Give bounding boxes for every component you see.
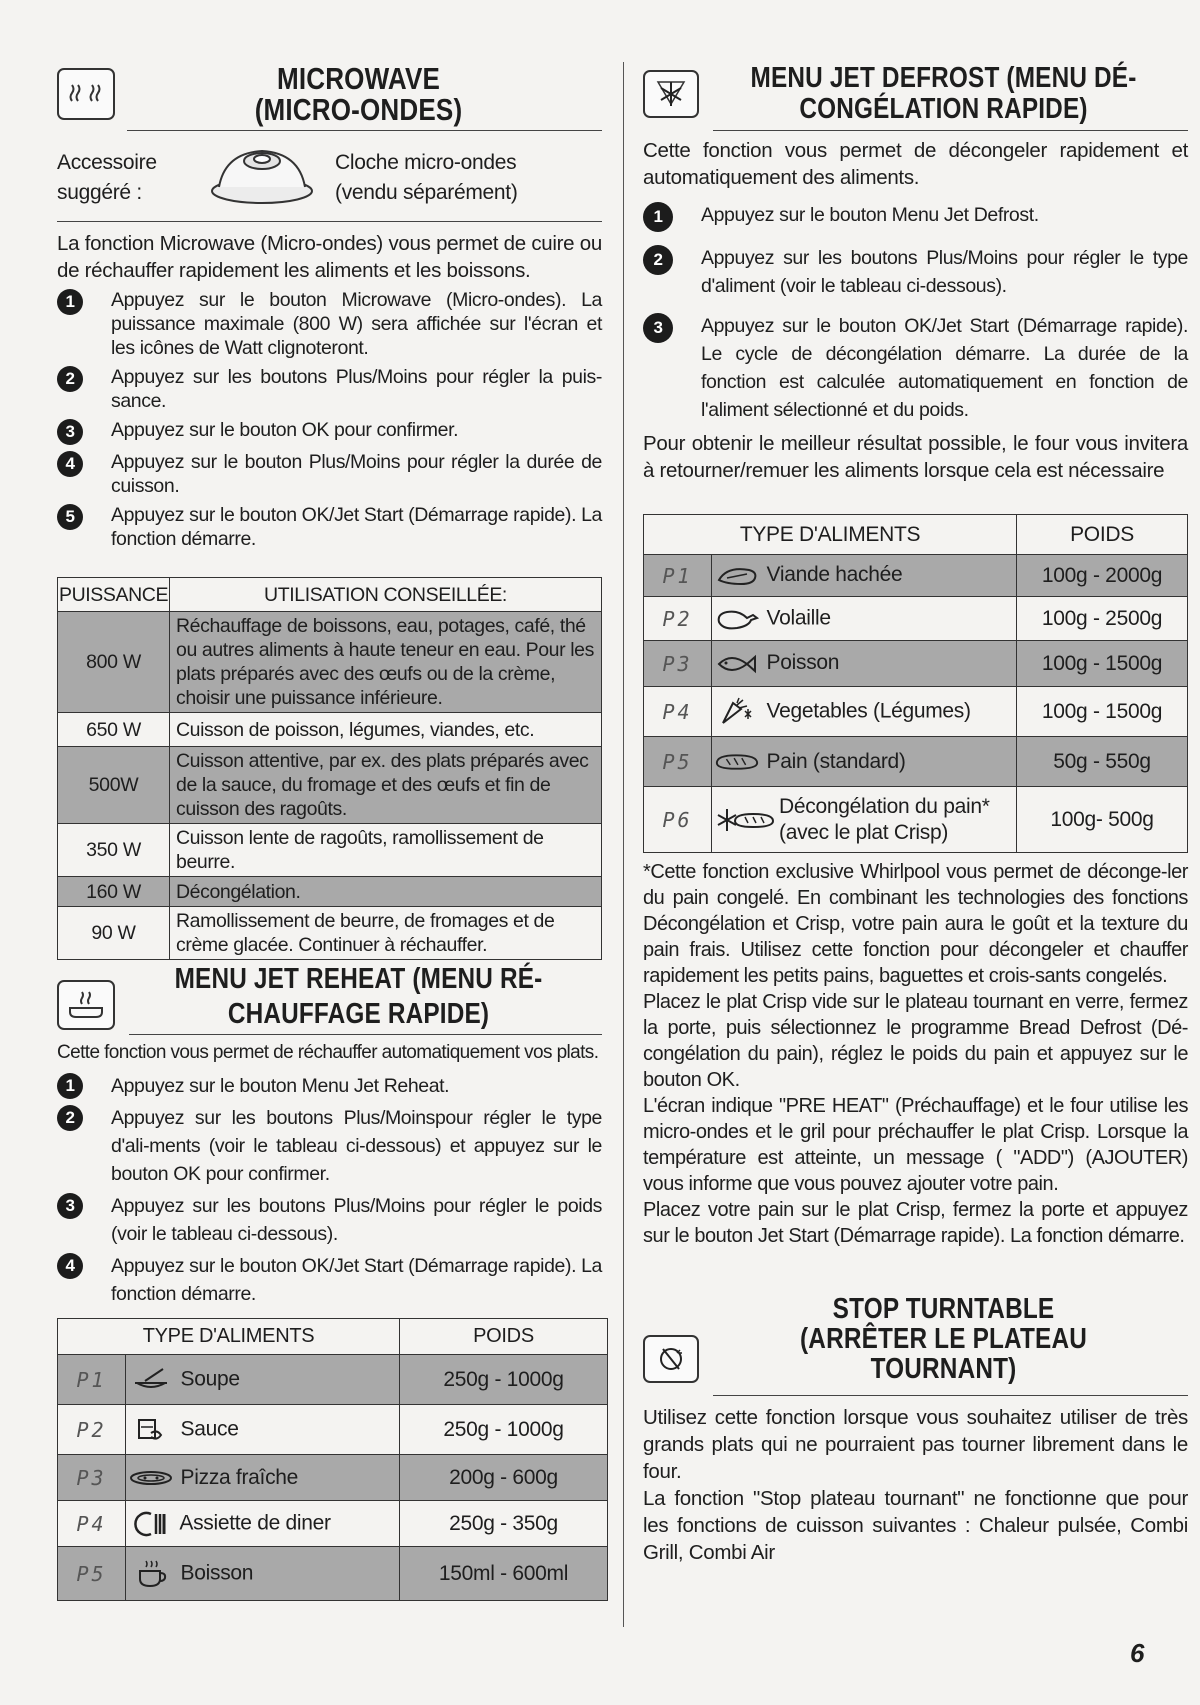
- weight-range: 250g - 1000g: [400, 1405, 608, 1455]
- power-header: PUISSANCE: [58, 578, 170, 612]
- defrost-table-header: [644, 515, 1188, 555]
- microwave-step: [57, 503, 602, 551]
- food-cell: [712, 641, 1017, 687]
- step-text: Appuyez sur le bouton OK/Jet Start (Démarrage rapide). Le cycle de décongélation démarre. La durée de la fonction est calculée automatiquement en fonction de l'aliment sélectionné et du poids.: [701, 315, 1188, 421]
- weight-range: 200g - 600g: [400, 1455, 608, 1501]
- food-cell: [126, 1547, 400, 1601]
- program-code: P4: [644, 687, 712, 737]
- defrost-title-line-1: MENU JET DEFROST (MENU DÉ-: [750, 62, 1137, 94]
- sauce-icon: [127, 1417, 175, 1443]
- program-code: P2: [58, 1405, 126, 1455]
- step-number: 2: [57, 366, 83, 392]
- reheat-step: [57, 1104, 602, 1188]
- footnote-para: L'écran indique "PRE HEAT" (Préchauffage) et le four utilise les micro-ondes et le gril pour préchauffer le plat Crisp. Lorsque la température est atteinte, un message ( "ADD") (AJOUTER) vous informe que vous pouvez ajouter votre pain.: [643, 1095, 1188, 1195]
- usage-text: Cuisson attentive, par ex. des plats préparés avec de la sauce, du fromage et des œufs et fin de cuisson des ragoûts.: [170, 747, 602, 824]
- bread-defrost-notes: [643, 859, 1188, 1249]
- defrost-step: [643, 201, 1188, 232]
- reheat-row: [58, 1405, 608, 1455]
- food-cell: [712, 687, 1017, 737]
- weight-range: 100g - 1500g: [1017, 687, 1188, 737]
- accessory-name: [327, 148, 518, 208]
- accessory-label: [57, 148, 207, 208]
- step-text: Appuyez sur le bouton Menu Jet Reheat.: [111, 1075, 450, 1097]
- food-name: Soupe: [180, 1367, 240, 1391]
- step-number: 4: [57, 451, 83, 477]
- defrost-steps: [643, 201, 1188, 424]
- weight-range: 150ml - 600ml: [400, 1547, 608, 1601]
- power-value: 90 W: [58, 907, 170, 960]
- power-value: 650 W: [58, 713, 170, 747]
- pizza-icon: [127, 1467, 175, 1489]
- microwave-step: [57, 288, 602, 360]
- program-code: P5: [58, 1547, 126, 1601]
- weight-range: 100g - 1500g: [1017, 641, 1188, 687]
- weight-header: POIDS: [400, 1319, 608, 1355]
- weight-range: 250g - 1000g: [400, 1355, 608, 1405]
- reheat-row: [58, 1547, 608, 1601]
- power-row: [58, 824, 602, 877]
- food-cell: [126, 1405, 400, 1455]
- microwave-step: [57, 450, 602, 498]
- plate-icon: [127, 1510, 175, 1538]
- turntable-para: La fonction "Stop plateau tournant" ne fonctionne que pour les fonctions de cuisson suivantes : Chaleur pulsée, Combi Grill, Combi Air: [643, 1487, 1188, 1564]
- column-divider: [623, 62, 624, 1627]
- cup-icon: [127, 1559, 175, 1589]
- step-text: Appuyez sur le bouton Microwave (Micro-ondes). La puissance maximale (800 W) sera affichée sur l'écran et les icônes de Watt clignoteront.: [111, 289, 602, 359]
- reheat-row: [58, 1455, 608, 1501]
- food-cell: [712, 555, 1017, 597]
- power-table: [57, 577, 602, 960]
- usage-text: Décongélation.: [170, 877, 602, 907]
- step-number: 3: [57, 1193, 83, 1219]
- food-name: Pain (standard): [766, 749, 906, 773]
- weight-range: 100g- 500g: [1017, 787, 1188, 853]
- program-code: P5: [644, 737, 712, 787]
- power-value: 800 W: [58, 612, 170, 713]
- food-cell: [712, 597, 1017, 641]
- defrost-table: [643, 514, 1188, 853]
- step-number: 2: [57, 1105, 83, 1131]
- turntable-title-line-2: (ARRÊTER LE PLATEAU: [800, 1323, 1087, 1355]
- step-text: Appuyez sur le bouton OK pour confirmer.: [111, 419, 459, 441]
- food-cell: [712, 737, 1017, 787]
- food-name-block: [779, 794, 990, 846]
- food-type-header: TYPE D'ALIMENTS: [644, 515, 1017, 555]
- power-value: 160 W: [58, 877, 170, 907]
- right-column: [643, 58, 1188, 1566]
- food-cell: [126, 1455, 400, 1501]
- power-row: [58, 747, 602, 824]
- program-code: P1: [644, 555, 712, 597]
- defrost-row: [644, 597, 1188, 641]
- turntable-para: Utilisez cette fonction lorsque vous souhaitez utiliser de très grands plats qui ne pourraient pas tourner librement dans le four.: [643, 1406, 1188, 1483]
- reheat-table: [57, 1318, 608, 1601]
- step-text: Appuyez sur les boutons Plus/Moins pour régler le type d'aliment (voir le tableau ci-dessous).: [701, 247, 1188, 297]
- power-row: [58, 877, 602, 907]
- accessory-label-line-1: Accessoire: [57, 151, 157, 174]
- reheat-intro: Cette fonction vous permet de réchauffer automatiquement vos plats.: [57, 1042, 599, 1063]
- food-cell: [712, 787, 1017, 853]
- program-code: P2: [644, 597, 712, 641]
- turntable-heading: [643, 1289, 1188, 1389]
- reheat-title: [154, 962, 563, 1032]
- program-code: P1: [58, 1355, 126, 1405]
- food-name: Sauce: [180, 1417, 239, 1441]
- defrost-note: Pour obtenir le meilleur résultat possible, le four vous invitera à retourner/remuer les aliments lorsque cela est nécessaire: [643, 432, 1188, 482]
- microwave-title-rule: [127, 130, 602, 131]
- weight-range: 50g - 550g: [1017, 737, 1188, 787]
- defrost-title-rule: [713, 130, 1188, 131]
- food-name: Décongélation du pain*: [779, 794, 990, 818]
- power-value: 500W: [58, 747, 170, 824]
- food-name: Boisson: [180, 1561, 254, 1585]
- food-name: Assiette de diner: [179, 1511, 331, 1535]
- defrost-title-line-2: CONGÉLATION RAPIDE): [799, 93, 1088, 125]
- footnote-para: Placez le plat Crisp vide sur le plateau tournant en verre, fermez la porte, puis sélectionnez le programme Bread Defrost (Dé-congélation du pain), réglez le poids du pain et appuyez sur le bouton OK.: [643, 991, 1188, 1091]
- accessory-name-line-2: (vendu séparément): [335, 181, 518, 204]
- accessory-row: [57, 143, 602, 213]
- turntable-title: [738, 1294, 1149, 1384]
- defrost-row: [644, 737, 1188, 787]
- reheat-icon: [57, 980, 115, 1030]
- weight-range: 100g - 2000g: [1017, 555, 1188, 597]
- food-name: Poisson: [766, 651, 840, 675]
- bread-icon: [713, 751, 761, 773]
- turntable-off-icon: [643, 1335, 699, 1383]
- usage-text: Réchauffage de boissons, eau, potages, café, thé ou autres aliments à haute teneur en eau. Pour les plats préparés avec des œufs ou de la crème, choisir une puissance inférieure.: [170, 612, 602, 713]
- snowflake-icon: [643, 70, 699, 118]
- power-table-header: [58, 578, 602, 612]
- program-code: P3: [644, 641, 712, 687]
- page-number: 6: [1130, 1638, 1145, 1668]
- minced-meat-icon: [713, 564, 761, 588]
- defrost-title: [738, 63, 1149, 125]
- reheat-row: [58, 1355, 608, 1405]
- microwave-waves-icon: [57, 68, 115, 120]
- defrost-heading: [643, 58, 1188, 130]
- usage-header: UTILISATION CONSEILLÉE:: [170, 578, 602, 612]
- defrost-row: [644, 687, 1188, 737]
- reheat-steps: [57, 1072, 602, 1308]
- usage-text: Ramollissement de beurre, de fromages et de crème glacée. Continuer à réchauffer.: [170, 907, 602, 960]
- microwave-title-line-1: MICROWAVE: [276, 61, 441, 96]
- step-text: Appuyez sur les boutons Plus/Moins pour régler le poids (voir le tableau ci-dessous).: [111, 1195, 602, 1245]
- food-name: Viande hachée: [766, 563, 903, 587]
- step-number: 1: [57, 1073, 83, 1099]
- food-name: Volaille: [766, 606, 831, 630]
- weight-header: POIDS: [1017, 515, 1188, 555]
- food-type-header: TYPE D'ALIMENTS: [58, 1319, 400, 1355]
- bread-defrost-icon: [713, 805, 779, 835]
- food-name: Pizza fraîche: [180, 1465, 299, 1489]
- power-value: 350 W: [58, 824, 170, 877]
- accessory-rule: [57, 221, 602, 222]
- weight-range: 250g - 350g: [400, 1501, 608, 1547]
- turntable-title-line-3: TOURNANT): [870, 1353, 1017, 1385]
- microwave-steps: [57, 288, 602, 551]
- vegetables-icon: [713, 697, 761, 727]
- footnote-para: *Cette fonction exclusive Whirlpool vous permet de déconge-ler du pain congelé. En combinant les technologies des fonctions Décongélation et Crisp, votre pain aura le goût et la texture du pain frais. Utilisez cette fonction pour décongeler et chauffer rapidement les petits pains, baguettes et crois-sants congelés.: [643, 861, 1188, 987]
- footnote-para: Placez votre pain sur le plat Crisp, fermez la porte et appuyez sur le bouton Jet Start (Démarrage rapide). La fonction démarre.: [643, 1199, 1188, 1247]
- food-cell: [126, 1355, 400, 1405]
- step-number: 3: [57, 419, 83, 445]
- microwave-cover-icon: [207, 141, 327, 216]
- left-column: [57, 58, 602, 1601]
- step-number: 5: [57, 504, 83, 530]
- reheat-title-rule: [129, 1034, 602, 1035]
- defrost-intro: Cette fonction vous permet de décongeler rapidement et automatiquement des aliments.: [643, 139, 1188, 189]
- defrost-row: [644, 555, 1188, 597]
- power-row: [58, 907, 602, 960]
- power-row: [58, 612, 602, 713]
- step-text: Appuyez sur les boutons Plus/Moins pour régler la puis-sance.: [111, 366, 602, 412]
- microwave-intro: La fonction Microwave (Micro-ondes) vous permet de cuire ou de réchauffer rapidement les aliments et les boissons.: [57, 232, 602, 282]
- step-number: 4: [57, 1253, 83, 1279]
- defrost-step: [643, 312, 1188, 424]
- step-text: Appuyez sur les boutons Plus/Moinspour régler le type d'ali-ments (voir le tableau ci-dessous) et appuyez sur le bouton OK pour confirmer.: [111, 1107, 602, 1185]
- reheat-row: [58, 1501, 608, 1547]
- food-cell: [126, 1501, 400, 1547]
- microwave-step: [57, 365, 602, 413]
- reheat-table-header: [58, 1319, 608, 1355]
- step-text: Appuyez sur le bouton OK/Jet Start (Démarrage rapide). La fonction démarre.: [111, 504, 602, 550]
- step-number: 1: [643, 202, 673, 232]
- reheat-heading: [57, 962, 602, 1032]
- step-number: 3: [643, 313, 673, 343]
- microwave-heading: [57, 58, 602, 130]
- fish-icon: [713, 652, 761, 676]
- food-name: Vegetables (Légumes): [766, 699, 971, 723]
- usage-text: Cuisson de poisson, légumes, viandes, etc.: [170, 713, 602, 747]
- microwave-step: [57, 418, 602, 445]
- accessory-name-line-1: Cloche micro-ondes: [335, 151, 517, 174]
- microwave-title-line-2: (MICRO-ONDES): [254, 92, 463, 127]
- reheat-step: [57, 1252, 602, 1308]
- weight-range: 100g - 2500g: [1017, 597, 1188, 641]
- defrost-row: [644, 787, 1188, 853]
- defrost-step: [643, 244, 1188, 300]
- usage-text: Cuisson lente de ragoûts, ramollissement de beurre.: [170, 824, 602, 877]
- reheat-title-line-1: MENU JET REHEAT (MENU RÉ-: [174, 963, 543, 995]
- turntable-title-rule: [713, 1395, 1188, 1396]
- step-text: Appuyez sur le bouton OK/Jet Start (Démarrage rapide). La fonction démarre.: [111, 1255, 602, 1305]
- step-number: 2: [643, 245, 673, 275]
- microwave-title: [154, 63, 563, 125]
- program-code: P6: [644, 787, 712, 853]
- step-number: 1: [57, 289, 83, 315]
- poultry-icon: [713, 606, 761, 632]
- reheat-step: [57, 1072, 602, 1100]
- program-code: P3: [58, 1455, 126, 1501]
- program-code: P4: [58, 1501, 126, 1547]
- reheat-step: [57, 1192, 602, 1248]
- reheat-title-line-2: CHAUFFAGE RAPIDE): [227, 998, 490, 1030]
- step-text: Appuyez sur le bouton Plus/Moins pour régler la durée de cuisson.: [111, 451, 602, 497]
- power-row: [58, 713, 602, 747]
- step-text: Appuyez sur le bouton Menu Jet Defrost.: [701, 204, 1039, 226]
- accessory-label-line-2: suggéré :: [57, 181, 142, 204]
- turntable-title-line-1: STOP TURNTABLE: [832, 1293, 1055, 1325]
- defrost-row: [644, 641, 1188, 687]
- food-name-note: (avec le plat Crisp): [779, 820, 949, 844]
- soup-icon: [127, 1367, 175, 1393]
